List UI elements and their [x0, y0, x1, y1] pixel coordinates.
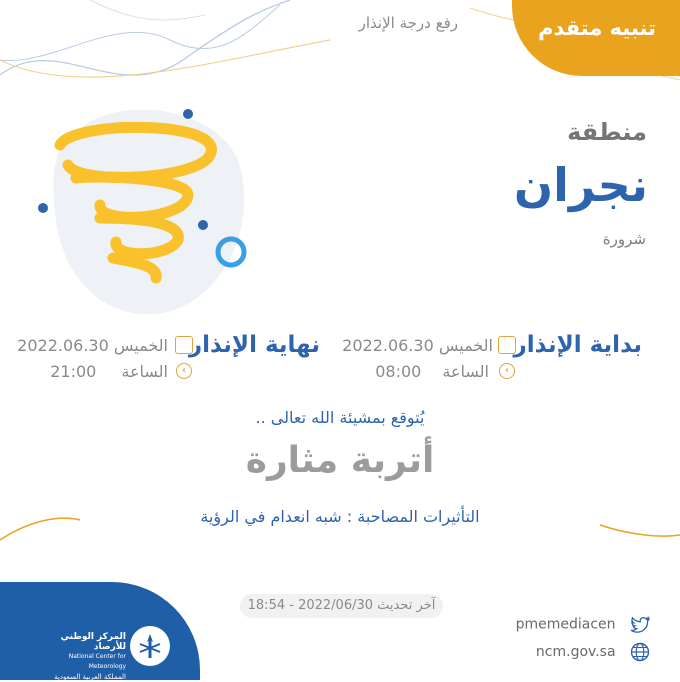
sub-area-name: شرورة: [602, 230, 646, 248]
effects-line: التأثيرات المصاحبة : شبه انعدام في الرؤية: [200, 507, 480, 526]
org-name: المركز الوطني للأرصاد National Center for Meteorology المملكة العربية السعودية: [54, 632, 126, 681]
clock-icon: ‹: [499, 363, 515, 379]
last-update-pill: آخر تحديث 2022/06/30 - 18:54: [240, 594, 443, 618]
region-label: منطقة: [567, 118, 647, 146]
badge-label: تنبيه متقدم: [538, 16, 656, 40]
warning-start-time: الساعة 08:00: [375, 362, 489, 381]
clock-icon: ‹: [176, 363, 192, 379]
twitter-link[interactable]: pmemediacen: [516, 616, 650, 633]
calendar-icon: [498, 336, 516, 354]
globe-icon: [630, 642, 650, 662]
warning-start-date: الخميس 2022.06.30: [342, 336, 493, 355]
ncm-logo: [130, 626, 170, 666]
dust-storm-icon: [38, 100, 258, 330]
region-name: نجران: [513, 158, 648, 212]
warning-end-date: الخميس 2022.06.30: [17, 336, 168, 355]
website-link[interactable]: ncm.gov.sa: [536, 642, 650, 662]
warning-start-title: بداية الإنذار: [513, 332, 642, 358]
calendar-icon: [175, 336, 193, 354]
phenomenon-title: أتربة مثارة: [245, 440, 435, 481]
warning-end-title: نهاية الإنذار: [188, 332, 320, 358]
expectation-text: يُتوقع بمشيئة الله تعالى ..: [255, 408, 425, 427]
raise-level-label: رفع درجة الإنذار: [358, 14, 458, 32]
warning-end-time: الساعة 21:00: [50, 362, 168, 381]
twitter-icon: [630, 616, 650, 633]
